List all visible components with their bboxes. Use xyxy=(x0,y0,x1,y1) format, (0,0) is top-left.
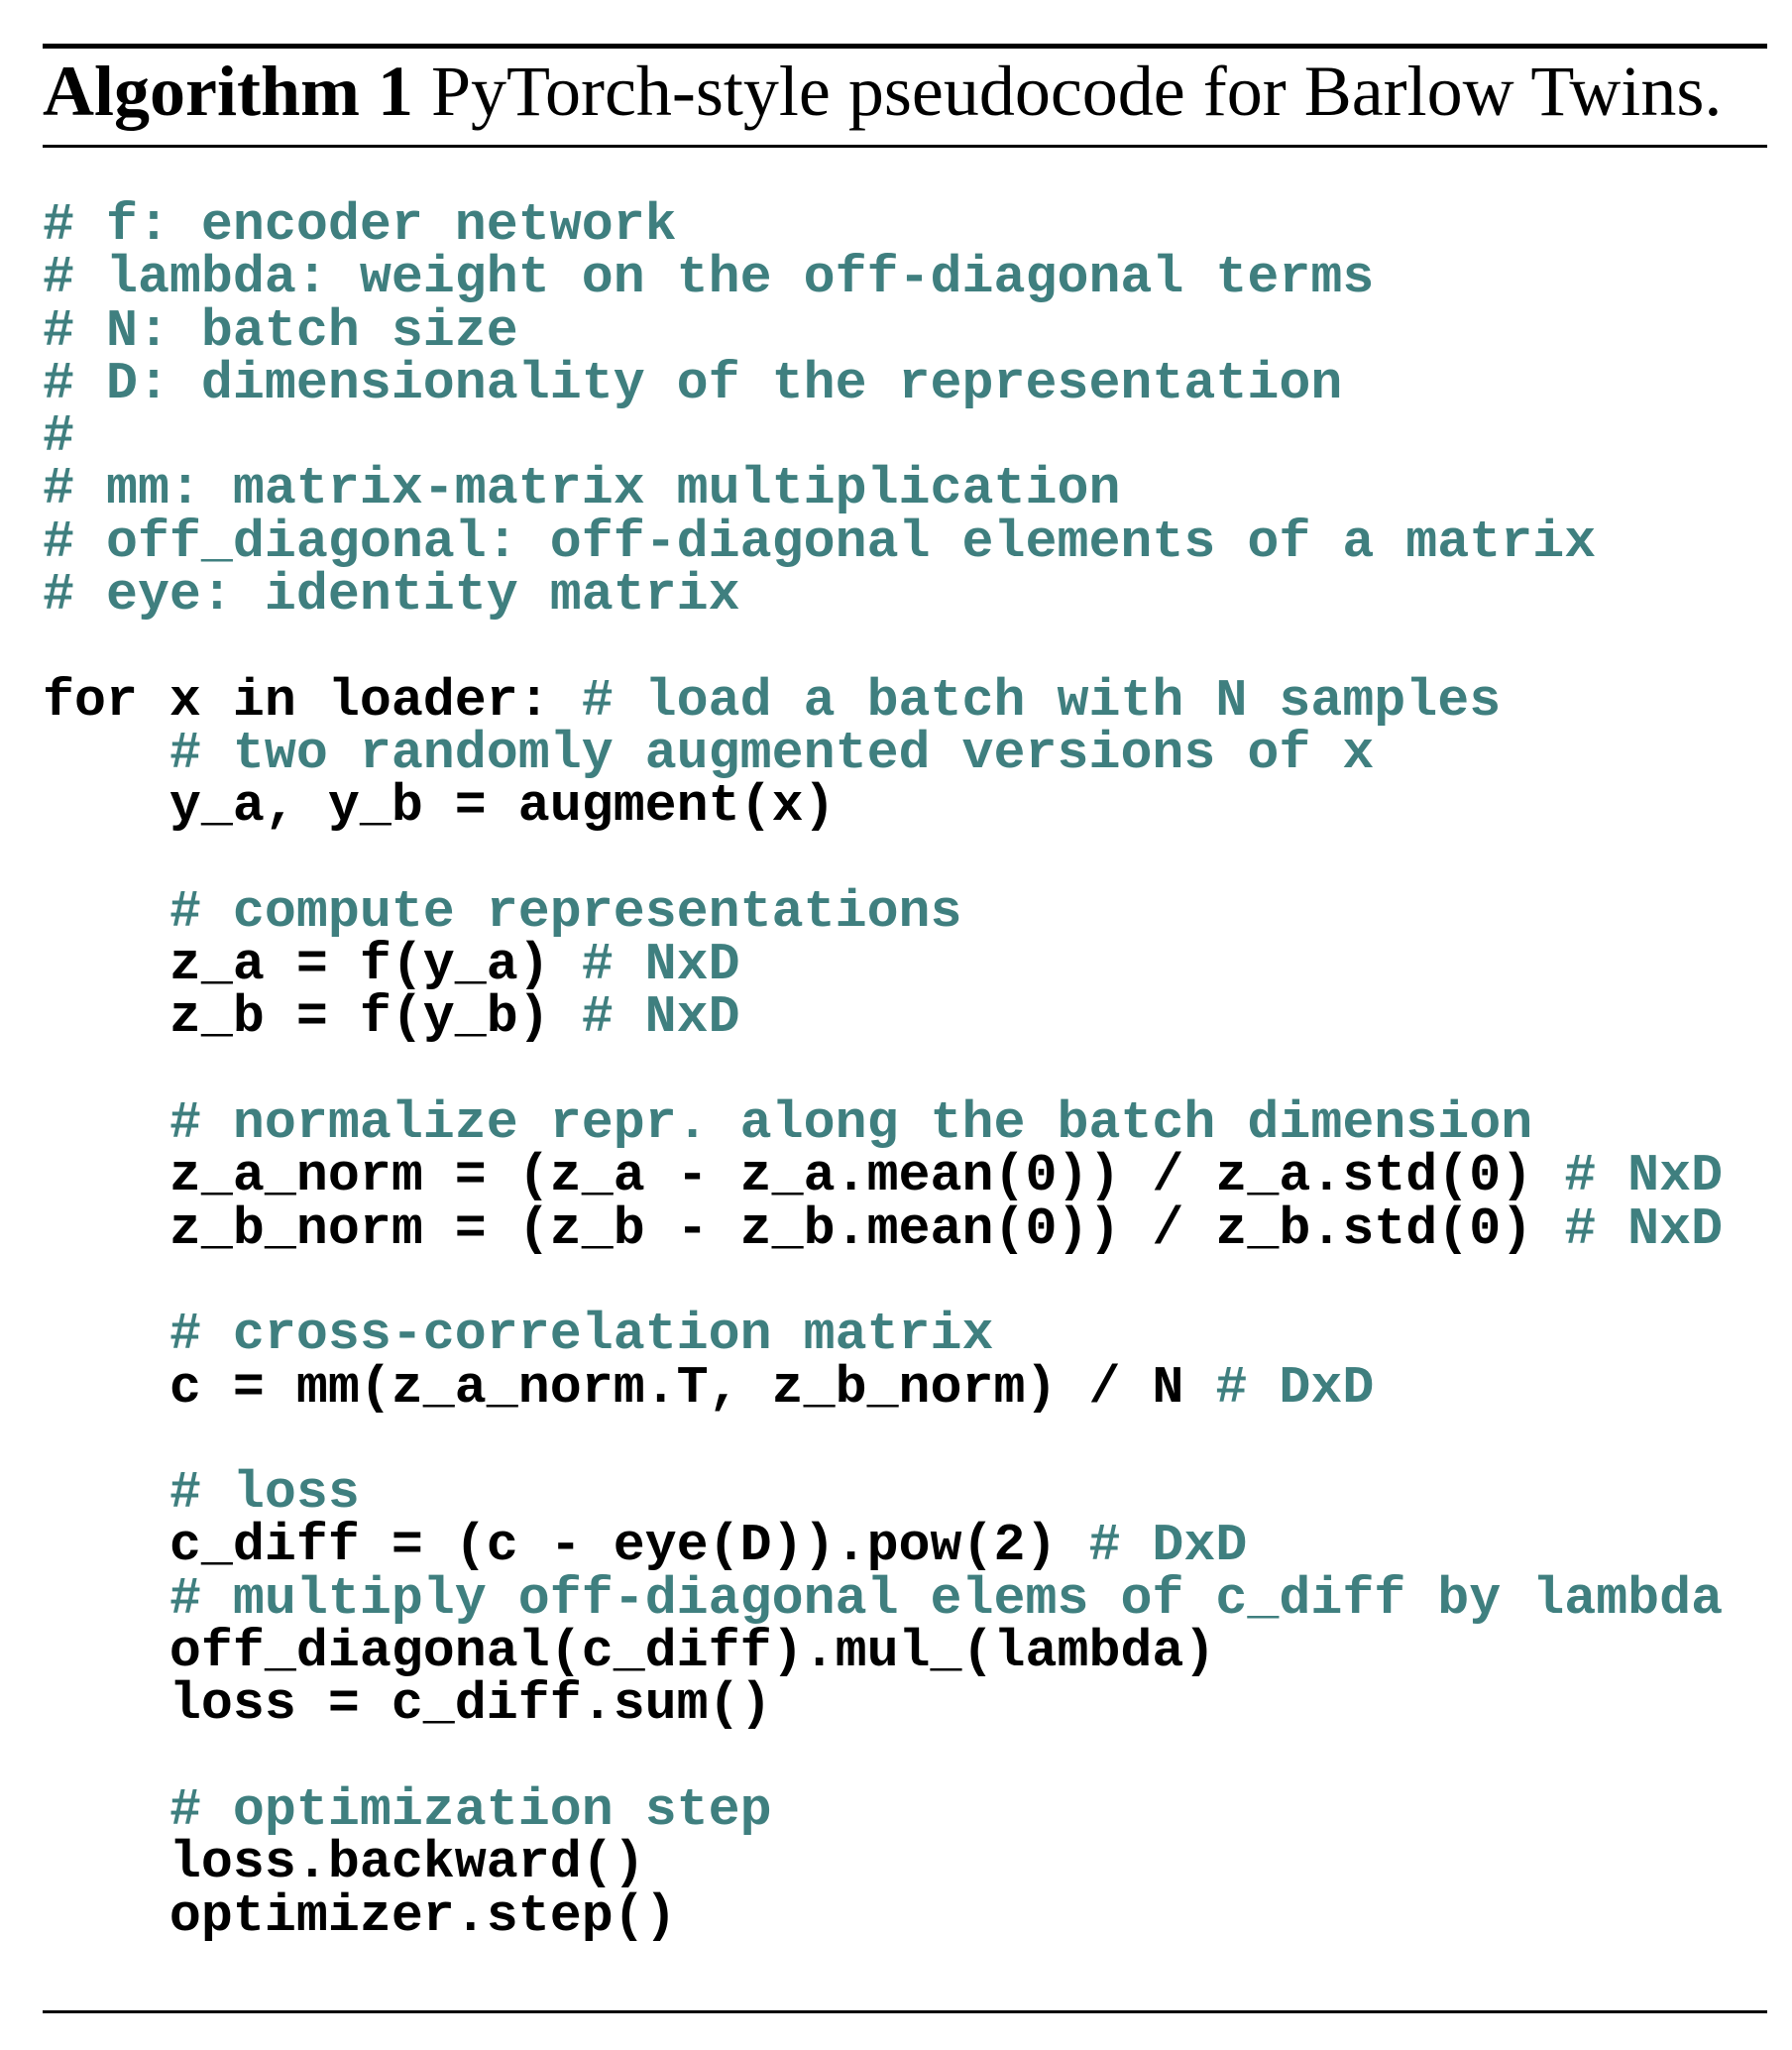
blank-line xyxy=(43,1416,1787,1468)
code-comment: # lambda: weight on the off-diagonal terms xyxy=(43,249,1375,309)
code-comment: # NxD xyxy=(581,988,740,1049)
code-comment: # normalize repr. along the batch dimension xyxy=(168,1094,1533,1155)
code-line xyxy=(43,1199,1787,1260)
code-text: loss = c_diff.sum() xyxy=(43,1675,772,1736)
code-line xyxy=(43,936,1787,996)
code-line xyxy=(43,249,1787,309)
caption-rule xyxy=(43,145,1767,148)
code-text xyxy=(43,725,169,784)
code-text: c_diff = (c - eye(D)).pow(2) xyxy=(43,1517,1089,1577)
code-text: off_diagonal(c_diff).mul_(lambda) xyxy=(43,1623,1216,1683)
code-line xyxy=(43,1306,1787,1366)
code-text: z_a_norm = (z_a - z_a.mean(0)) / z_a.std(0) xyxy=(43,1147,1565,1207)
code-line xyxy=(43,1517,1787,1577)
blank-line xyxy=(43,1257,1787,1310)
code-line xyxy=(43,1569,1787,1630)
code-text xyxy=(43,1781,169,1841)
code-text: z_b_norm = (z_b - z_b.mean(0)) / z_b.std(0) xyxy=(43,1199,1565,1260)
code-comment: # mm: matrix-matrix multiplication xyxy=(43,460,1121,520)
code-line xyxy=(43,1094,1787,1155)
code-line xyxy=(43,1834,1787,1894)
code-text: loss.backward() xyxy=(43,1834,645,1894)
code-text: z_a = f(y_a) xyxy=(43,936,582,996)
code-comment: # N: batch size xyxy=(43,301,518,362)
code-line xyxy=(43,777,1787,838)
code-line xyxy=(43,988,1787,1049)
code-comment: # f: encoder network xyxy=(43,196,677,256)
code-text: y_a, y_b = augment(x) xyxy=(43,777,836,838)
algorithm-caption xyxy=(43,52,1787,131)
code-text xyxy=(43,883,169,943)
code-comment: # DxD xyxy=(1215,1358,1375,1419)
code-line xyxy=(43,1623,1787,1683)
code-text xyxy=(43,1306,169,1365)
code-line xyxy=(43,1464,1787,1525)
code-comment: # two randomly augmented versions of x xyxy=(168,724,1375,784)
code-line xyxy=(43,882,1787,943)
code-line xyxy=(43,1780,1787,1841)
code-text: c = mm(z_a_norm.T, z_b_norm) / N xyxy=(43,1358,1216,1419)
code-line xyxy=(43,460,1787,520)
code-line xyxy=(43,407,1787,468)
blank-line xyxy=(43,623,1787,675)
code-line xyxy=(43,354,1787,414)
code-line xyxy=(43,196,1787,256)
code-line xyxy=(43,1675,1787,1736)
algorithm-label: Algorithm 1 xyxy=(43,52,413,131)
pseudocode-listing xyxy=(43,196,1787,1947)
code-comment: # NxD xyxy=(1564,1199,1724,1260)
code-line xyxy=(43,512,1787,573)
code-text: z_b = f(y_b) xyxy=(43,988,582,1049)
code-line xyxy=(43,566,1787,626)
code-comment: # DxD xyxy=(1088,1517,1248,1577)
code-comment: # off_diagonal: off-diagonal elements of a matrix xyxy=(43,512,1597,573)
code-comment: # compute representations xyxy=(168,882,962,943)
code-comment: # multiply off-diagonal elems of c_diff by lambda xyxy=(168,1569,1724,1630)
code-text: optimizer.step() xyxy=(43,1886,677,1947)
code-line xyxy=(43,1886,1787,1947)
code-line xyxy=(43,1358,1787,1419)
blank-line xyxy=(43,835,1787,887)
code-comment: # D: dimensionality of the representation xyxy=(43,354,1343,414)
code-line xyxy=(43,1147,1787,1207)
code-comment: # xyxy=(43,407,74,468)
code-text xyxy=(43,1094,169,1154)
code-text xyxy=(43,1464,169,1524)
code-comment: # cross-correlation matrix xyxy=(168,1306,994,1366)
top-rule xyxy=(43,44,1767,49)
blank-line xyxy=(43,1733,1787,1785)
code-line xyxy=(43,671,1787,732)
code-comment: # loss xyxy=(168,1464,360,1525)
code-line xyxy=(43,724,1787,784)
code-text: for x in loader: xyxy=(43,671,582,732)
code-comment: # optimization step xyxy=(168,1780,772,1841)
blank-line xyxy=(43,1046,1787,1098)
bottom-rule xyxy=(43,2010,1767,2013)
code-text xyxy=(43,1570,169,1630)
code-comment: # eye: identity matrix xyxy=(43,566,740,626)
code-comment: # NxD xyxy=(1564,1147,1724,1207)
algorithm-title: PyTorch-style pseudocode for Barlow Twins. xyxy=(430,52,1723,131)
code-comment: # NxD xyxy=(581,936,740,996)
code-comment: # load a batch with N samples xyxy=(581,671,1502,732)
code-line xyxy=(43,301,1787,362)
